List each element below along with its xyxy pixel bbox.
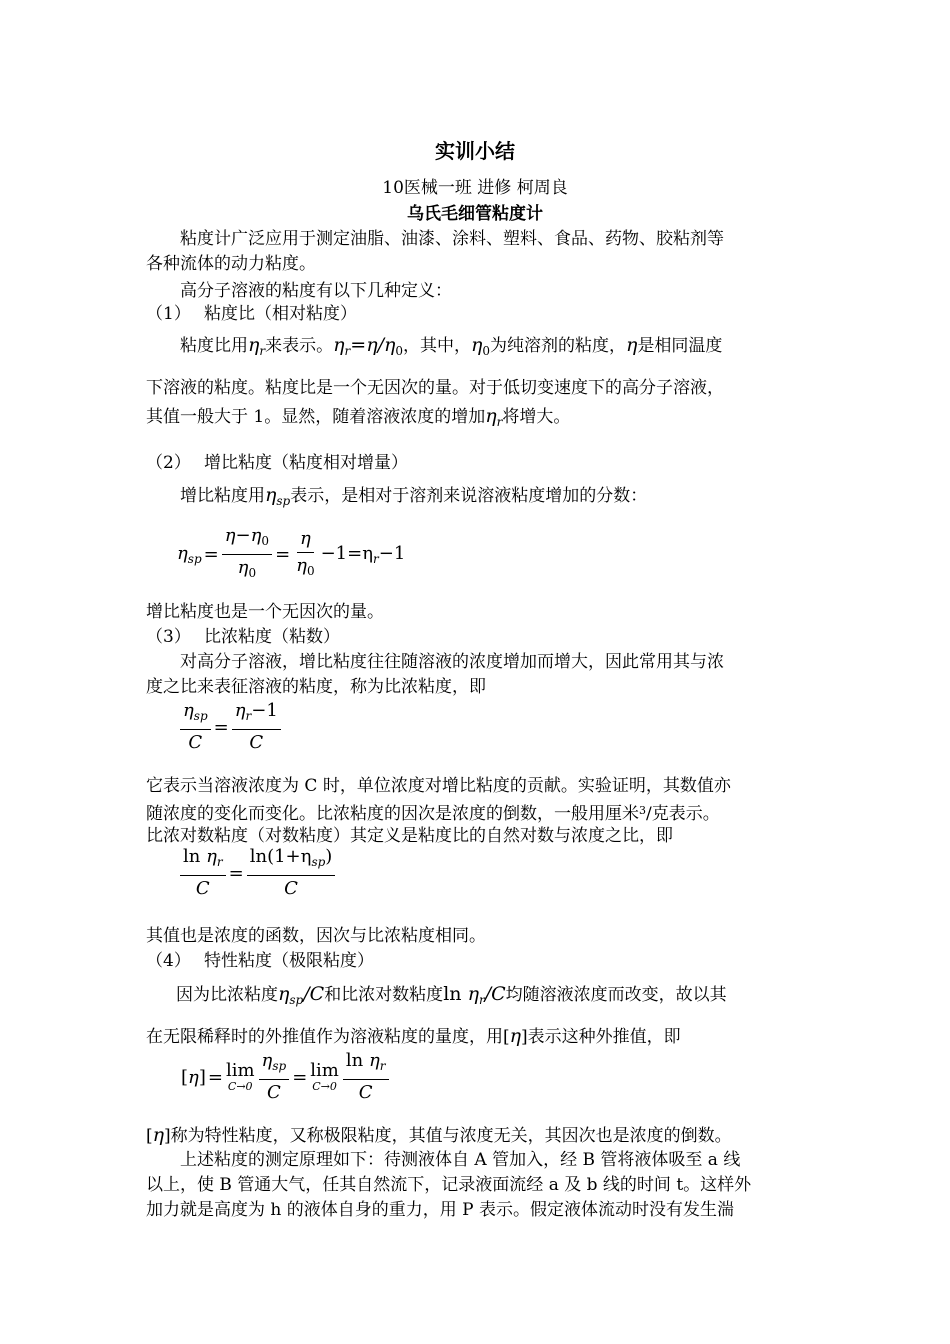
paragraph-line [146, 405, 570, 433]
inline-math: $\eta_{sp}/C$ [278, 983, 325, 1007]
paragraph-line [180, 484, 647, 512]
paragraph-line [176, 983, 727, 1011]
text-run: 因为比浓粘度 [176, 985, 278, 1005]
inline-math: $\ln \eta_r/C$ [443, 983, 506, 1007]
text-run: 增比粘度用 [180, 486, 265, 506]
paragraph-line: 比浓对数粘度（对数粘度）其定义是粘度比的自然对数与浓度之比，即 [146, 826, 673, 846]
paragraph-line [146, 1124, 732, 1147]
paragraph-line [146, 1025, 681, 1048]
text-run: 和比浓对数粘度 [324, 985, 444, 1005]
page-title: 实训小结 [435, 139, 515, 163]
paragraph-line: 其值也是浓度的函数，因次与比浓粘度相同。 [146, 926, 486, 946]
inline-math: η [152, 1124, 165, 1146]
item-title: 比浓粘度（粘数） [204, 627, 340, 647]
item-title: 增比粘度（粘度相对增量） [204, 453, 408, 473]
numbered-heading [146, 626, 340, 648]
paragraph-line: 度之比来表征溶液的粘度，称为比浓粘度，即 [146, 677, 486, 697]
formula-reduced-viscosity: $\frac{\eta_{sp}}{C}$ = $\frac{\eta_r-1}{C}$ [178, 700, 283, 754]
item-title: 特性粘度（极限粘度） [204, 951, 374, 971]
text-run: ]称为特性粘度，又称极限粘度，其值与浓度无关，其因次也是浓度的倒数。 [164, 1126, 732, 1146]
text-run: ，其中， [403, 336, 472, 356]
paragraph-line: 增比粘度也是一个无因次的量。 [146, 602, 384, 622]
numbered-heading [146, 452, 408, 474]
inline-math: $\eta_0$ [471, 334, 491, 358]
paragraph-line: 下溶液的粘度。粘度比是一个无因次的量。对于低切变速度下的高分子溶液， [146, 378, 724, 398]
author-line: 10医械一班 进修 柯周良 [382, 178, 568, 198]
paragraph-line [180, 334, 722, 362]
formula-inherent-viscosity: $\frac{\ln \eta_r}{C}$ = $\frac{\ln(1+\eta_{sp})}{C}$ [178, 846, 337, 900]
text-run: 均随溶液浓度而改变，故以其 [505, 985, 727, 1005]
text-run: /克表示。 [646, 804, 720, 824]
item-title: 粘度比（相对粘度） [204, 304, 357, 324]
item-number: （1） [146, 304, 191, 324]
inline-math: $\eta_r$ [485, 405, 503, 429]
paragraph-line: 对高分子溶液，增比粘度往往随溶液的浓度增加而增大，因此常用其与浓 [180, 652, 724, 672]
superscript: 3 [639, 804, 646, 817]
numbered-heading [146, 303, 357, 325]
inline-math: $\eta_{sp}$ [265, 484, 291, 508]
paragraph-line [146, 800, 720, 825]
text-run: 将增大。 [502, 407, 571, 427]
text-run: 为纯溶剂的粘度， [490, 336, 627, 356]
inline-math: $\eta_r$ [248, 334, 266, 358]
paragraph-line: 上述粘度的测定原理如下：待测液体自 A 管加入，经 B 管将液体吸至 a 线 [180, 1150, 741, 1170]
text-run: 粘度比用 [180, 336, 248, 356]
text-run: 在无限稀释时的外推值作为溶液粘度的量度，用[ [146, 1027, 510, 1047]
paragraph-line: 高分子溶液的粘度有以下几种定义： [180, 281, 452, 301]
text-run: [ [146, 1126, 153, 1146]
formula-specific-viscosity: $\eta_{sp}$ = $\frac{\eta-\eta_0}{\eta_0}$ = $\frac{\eta}{\eta_0}$ $-1=\eta_r-1$ [177, 525, 406, 580]
inline-math: $\eta_r=\eta/\eta_0$ [333, 334, 404, 358]
inline-math: η [626, 334, 638, 356]
item-number: （3） [146, 627, 191, 647]
item-number: （4） [146, 951, 191, 971]
text-run: 其值一般大于 1。显然，随着溶液浓度的增加 [146, 407, 486, 427]
text-run: 表示，是相对于溶剂来说溶液粘度增加的分数： [290, 486, 648, 506]
text-run: 是相同温度 [637, 336, 723, 356]
text-run: 来表示。 [265, 336, 334, 356]
formula-intrinsic-viscosity: [η] = lim C→0 $\frac{\eta_{sp}}{C}$ = lim C→0 $\frac{\ln \eta_r}{C}$ [180, 1050, 391, 1104]
paragraph-line: 以上，使 B 管通大气，任其自然流下，记录液面流经 a 及 b 线的时间 t。这样外 [146, 1175, 752, 1195]
section-heading: 乌氏毛细管粘度计 [407, 204, 543, 224]
text-run: ]表示这种外推值，即 [521, 1027, 681, 1047]
numbered-heading [146, 950, 374, 972]
paragraph-line: 它表示当溶液浓度为 C 时，单位浓度对增比粘度的贡献。实验证明，其数值亦 [146, 776, 731, 796]
inline-math: η [509, 1025, 522, 1047]
paragraph-line: 粘度计广泛应用于测定油脂、油漆、涂料、塑料、食品、药物、胶粘剂等 [180, 229, 724, 249]
text-run: 随浓度的变化而变化。比浓粘度的因次是浓度的倒数，一般用厘米 [146, 804, 639, 824]
paragraph-line: 加力就是高度为 h 的液体自身的重力，用 P 表示。假定液体流动时没有发生湍 [146, 1200, 735, 1220]
paragraph-line: 各种流体的动力粘度。 [146, 254, 316, 274]
item-number: （2） [146, 453, 191, 473]
